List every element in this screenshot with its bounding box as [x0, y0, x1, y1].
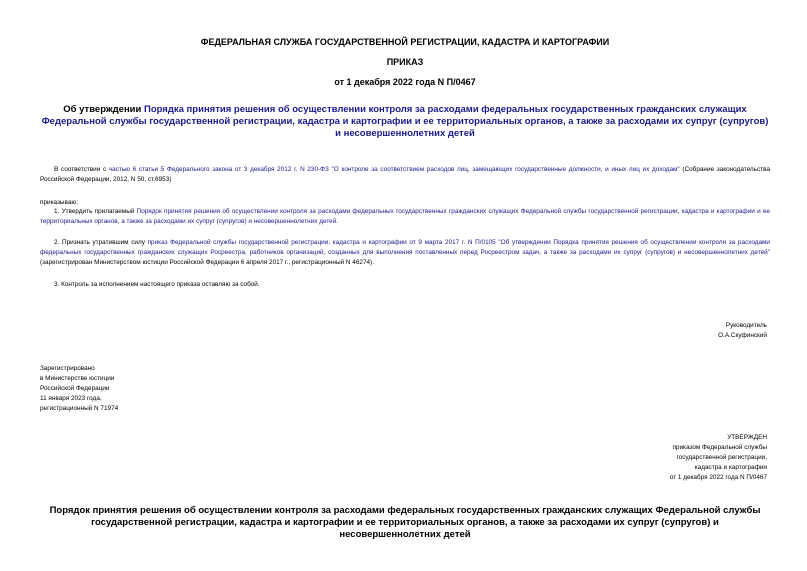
order-heading: ПРИКАЗ: [386, 57, 424, 67]
registration-block: [40, 364, 118, 414]
signer-position: Руководитель: [725, 322, 767, 329]
basis-law-link[interactable]: частью 6 статьи 5 Федерального закона от 3 декабря 2012 г. N 230-ФЗ "О контроле за соответствием расходов лиц, замещающих государственные должности, и иных лиц их доходам": [108, 166, 680, 173]
order-date: от 1 декабря 2022 года N П/0467: [334, 77, 476, 87]
approval-line-2: приказом Федеральной службы: [672, 444, 767, 451]
title-link[interactable]: Порядка принятия решения об осуществлении контроля за расходами федеральных государственных гражданских служащих Федеральной службы государственной регистрации, кадастра и картографии и ее территориальных органов, а также за расходами их супруг (супругов) и несовершеннолетних детей: [41, 104, 769, 139]
registration-line-3: Российской Федерации: [40, 385, 110, 392]
item-1-before: 1. Утвердить прилагаемый: [54, 208, 137, 215]
signer-name: О.А.Скуфинский: [718, 332, 767, 339]
registration-line-4: 11 января 2023 года,: [40, 395, 102, 402]
basis-after: (Собрание законодательства Российской Федерации, 2012, N 50, ст.6953): [40, 166, 770, 183]
order-intro: приказываю:: [40, 199, 78, 206]
registration-line-1: Зарегистрировано: [40, 365, 95, 372]
item-3-paragraph: 3. Контроль за исполнением настоящего приказа оставляю за собой.: [54, 281, 260, 288]
approval-block: [670, 433, 767, 483]
title-prefix: Об утверждении: [63, 104, 144, 115]
item-2-after: (зарегистрирован Министерством юстиции Российской Федерации 6 апреля 2017 г., регистрационный N 46274).: [40, 259, 374, 266]
document-title: [38, 104, 772, 140]
basis-before: В соответствии с: [54, 166, 109, 173]
procedure-title: Порядок принятия решения об осуществлении контроля за расходами федеральных государственных гражданских служащих Федеральной службы государственной регистрации, кадастра и картографии и ее территориальных органов, а также за расходами их супруг (супругов) и несовершеннолетних детей: [49, 505, 761, 540]
approval-line-1: УТВЕРЖДЕН: [727, 434, 767, 441]
basis-paragraph: [40, 165, 770, 185]
item-1-procedure-link[interactable]: Порядок принятия решения об осуществлении контроля за расходами федеральных государственных гражданских служащих Федеральной службы государственной регистрации, кадастра и картографии и ее территориальных органов, а также за расходами их супруг (супругов) и несовершеннолетних детей.: [40, 208, 770, 225]
approval-line-5: от 1 декабря 2022 года N П/0467: [669, 474, 767, 481]
item-1-paragraph: [40, 207, 770, 227]
approval-line-3: государственной регистрации,: [676, 454, 767, 461]
approval-line-4: кадастра и картографии: [694, 464, 767, 471]
registration-line-2: в Министерстве юстиции: [40, 375, 115, 382]
item-2-paragraph: [40, 238, 770, 268]
registration-line-5: регистрационный N 71974: [40, 405, 119, 412]
agency-name: ФЕДЕРАЛЬНАЯ СЛУЖБА ГОСУДАРСТВЕННОЙ РЕГИСТРАЦИИ, КАДАСТРА И КАРТОГРАФИИ: [200, 37, 610, 47]
item-2-before: 2. Признать утратившим силу: [54, 239, 148, 246]
signature-block: [718, 321, 767, 341]
item-2-repealed-order-link[interactable]: приказ Федеральной службы государственной регистрации, кадастра и картографии от 9 марта 2017 г. N П/0105 "Об утверждении Порядка принятия решения об осуществлении контроля за расходами федеральных государственных гражданских служащих Росреестра, работников организаций, созданных для выполнения поставленных перед Росреестром задач, а также за расходами их супруг (супругов) и несовершеннолетних детей": [40, 239, 770, 256]
